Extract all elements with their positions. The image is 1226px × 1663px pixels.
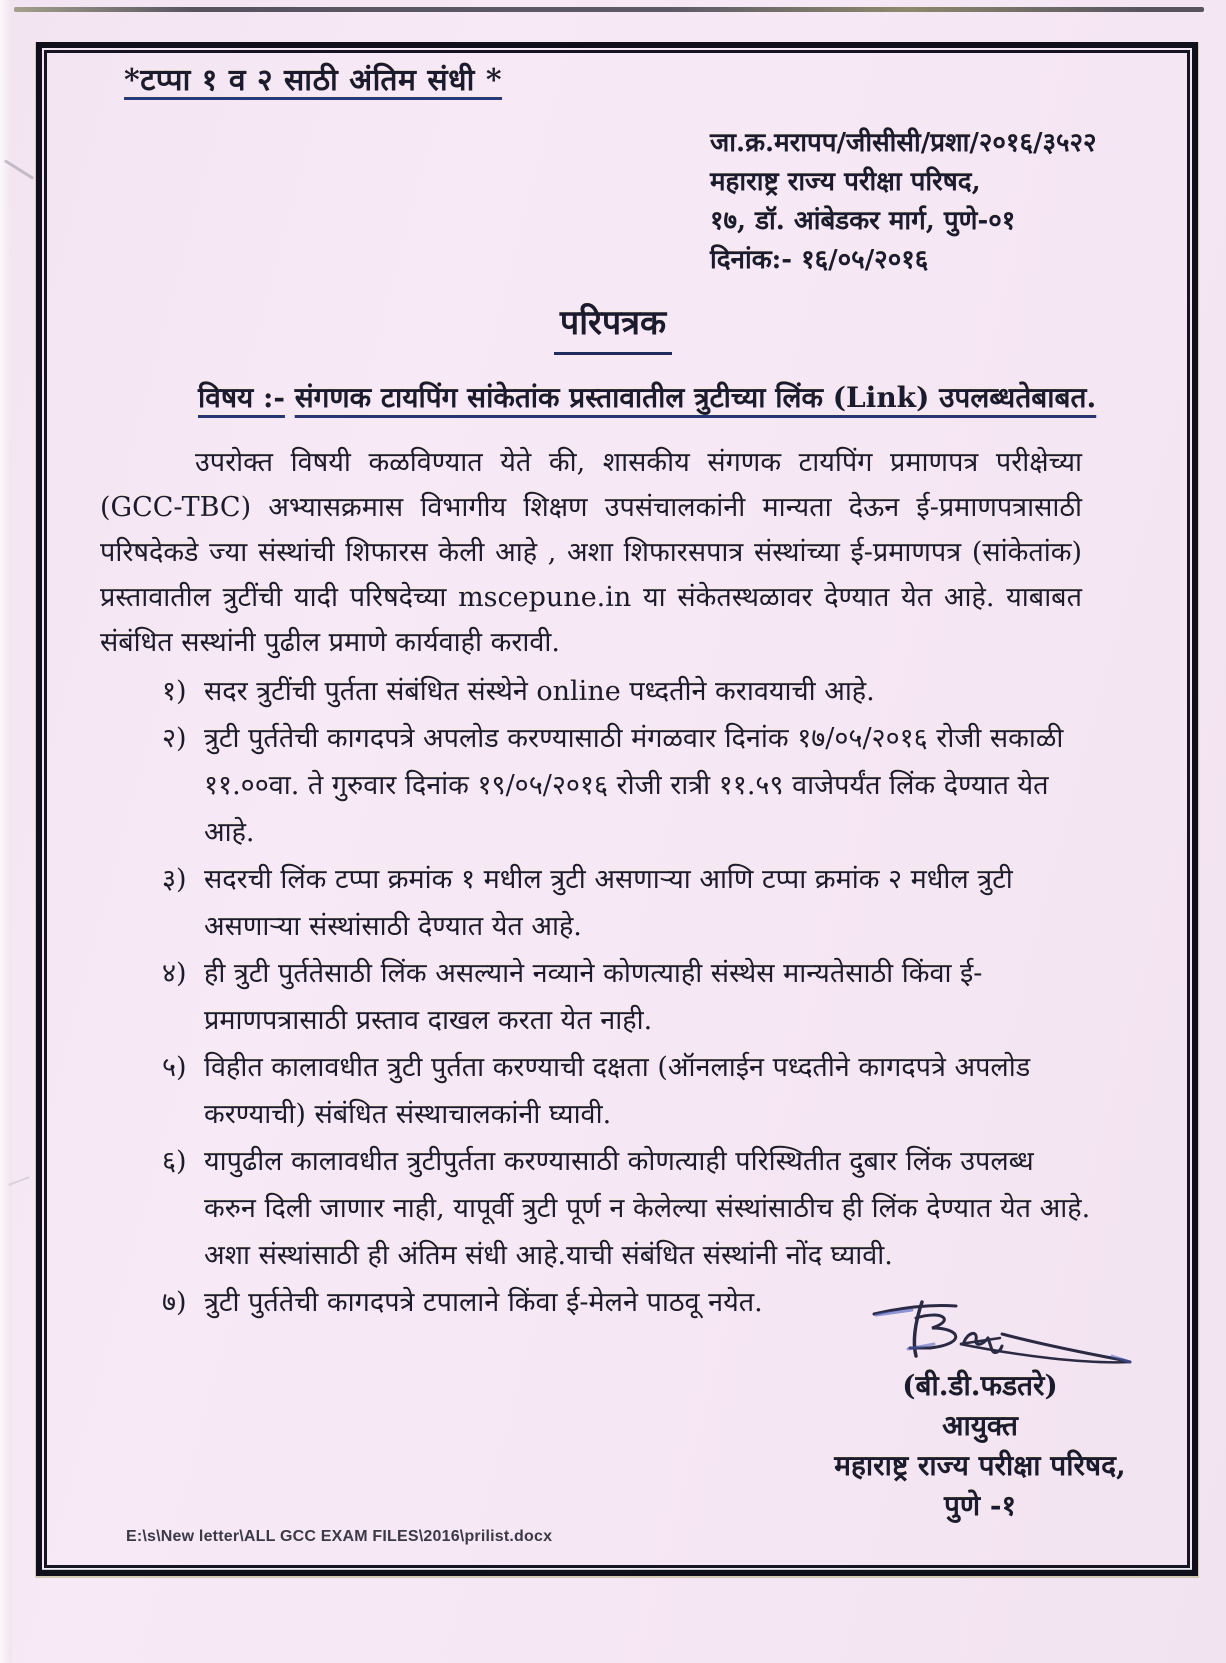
list-item-number: २): [162, 723, 187, 754]
list-item-text: यापुढील कालावधीत त्रुटीपुर्तता करण्यासाठी कोणत्याही परिस्थितीत दुबार लिंक उपलब्ध करुन दिली जाणार नाही, यापूर्वी त्रुटी पूर्ण न केलेल्या संस्थांसाठीच ही लिंक देण्यात येत आहे. अशा संस्थांसाठी ही अंतिम संधी आहे.याची संबंधित संस्थांनी नोंद घ्यावी.: [204, 1146, 1091, 1271]
handwritten-note-text: *टप्पा १ व २ साठी अंतिम संधी *: [124, 63, 503, 98]
document-title-text: परिपत्रक: [554, 298, 672, 355]
list-item-number: ६): [162, 1146, 187, 1177]
list-item-number: १): [162, 676, 187, 707]
org-address: १७, डॉ. आंबेडकर मार्ग, पुणे-०१: [710, 206, 1016, 236]
list-item: [162, 856, 1092, 950]
list-item-number: ३): [162, 864, 187, 895]
list-item-text: विहीत कालावधीत त्रुटी पुर्तता करण्याची दक्षता (ऑनलाईन पध्दतीने कागदपत्रे अपलोड करण्याची) संबंधित संस्थाचालकांनी घ्यावी.: [204, 1052, 1031, 1130]
subject-line: [198, 378, 1158, 416]
numbered-list: [162, 668, 1092, 1326]
letter-date: दिनांक:- १६/०५/२०१६: [710, 245, 929, 275]
list-item-text: त्रुटी पुर्ततेची कागदपत्रे अपलोड करण्यासाठी मंगळवार दिनांक १७/०५/२०१६ रोजी सकाळी ११.००वा. ते गुरुवार दिनांक १९/०५/२०१६ रोजी रात्री ११.५९ वाजेपर्यंत लिंक देण्यात येत आहे.: [204, 723, 1064, 848]
document-title: [0, 298, 1226, 355]
scan-artifact-line: [14, 7, 1204, 12]
signatory-place: पुणे -१: [943, 1489, 1017, 1522]
file-path-footer: E:\s\New letter\ALL GCC EXAM FILES\2016\prilist.docx: [126, 1528, 553, 1545]
signatory-name: (बी.डी.फडतरे): [902, 1369, 1058, 1402]
list-item-number: ४): [162, 958, 187, 989]
signatory-organization: महाराष्ट्र राज्य परीक्षा परिषद,: [834, 1449, 1126, 1482]
reference-block: [710, 124, 1097, 280]
handwritten-note: [124, 58, 502, 99]
list-item-text: सदरची लिंक टप्पा क्रमांक १ मधील त्रुटी असणाऱ्या आणि टप्पा क्रमांक २ मधील त्रुटी असणाऱ्या संस्थांसाठी देण्यात येत आहे.: [204, 864, 1013, 942]
list-item-text: त्रुटी पुर्ततेची कागदपत्रे टपालाने किंवा ई-मेलने पाठवू नयेत.: [204, 1287, 763, 1318]
subject-label: विषय :-: [198, 381, 285, 414]
scan-edge-strip: [0, 0, 12, 1663]
subject-text: संगणक टायपिंग सांकेतांक प्रस्तावातील त्रुटीच्या लिंक (Link) उपलब्धतेबाबत.: [294, 381, 1097, 414]
list-item-number: ५): [162, 1052, 187, 1083]
list-item: [162, 1044, 1092, 1138]
body-paragraph: उपरोक्त विषयी कळविण्यात येते की, शासकीय संगणक टायपिंग प्रमाणपत्र परीक्षेच्या (GCC-TBC) अभ्यासक्रमास विभागीय शिक्षण उपसंचालकांनी मान्यता देऊन ई-प्रमाणपत्रासाठी परिषदेकडे ज्या संस्थांची शिफारस केली आहे , अशा शिफारसपात्र संस्थांच्या ई-प्रमाणपत्र (सांकेतांक) प्रस्तावातील त्रुटींची यादी परिषदेच्या mscepune.in या संकेतस्थळावर देण्यात येत आहे. याबाबत संबंधित सस्थांनी पुढील प्रमाणे कार्यवाही करावी.: [100, 447, 1082, 658]
list-item-text: ही त्रुटी पुर्ततेसाठी लिंक असल्याने नव्याने कोणत्याही संस्थेस मान्यतेसाठी किंवा ई-प्रमाणपत्रासाठी प्रस्ताव दाखल करता येत नाही.: [204, 958, 983, 1036]
list-item: [162, 668, 1092, 715]
list-item: [162, 715, 1092, 856]
list-item: [162, 950, 1092, 1044]
list-item: [162, 1138, 1092, 1279]
signature-block: [790, 1292, 1170, 1526]
signatory-designation: आयुक्त: [942, 1409, 1018, 1442]
list-item-number: ७): [162, 1287, 187, 1318]
org-name: महाराष्ट्र राज्य परीक्षा परिषद,: [710, 167, 981, 197]
reference-number: जा.क्र.मरापप/जीसीसी/प्रशा/२०१६/३५२२: [710, 128, 1097, 158]
list-item-text: सदर त्रुटींची पुर्तता संबंधित संस्थेने online पध्दतीने करावयाची आहे.: [204, 676, 875, 707]
signature-scribble: [860, 1292, 1150, 1364]
